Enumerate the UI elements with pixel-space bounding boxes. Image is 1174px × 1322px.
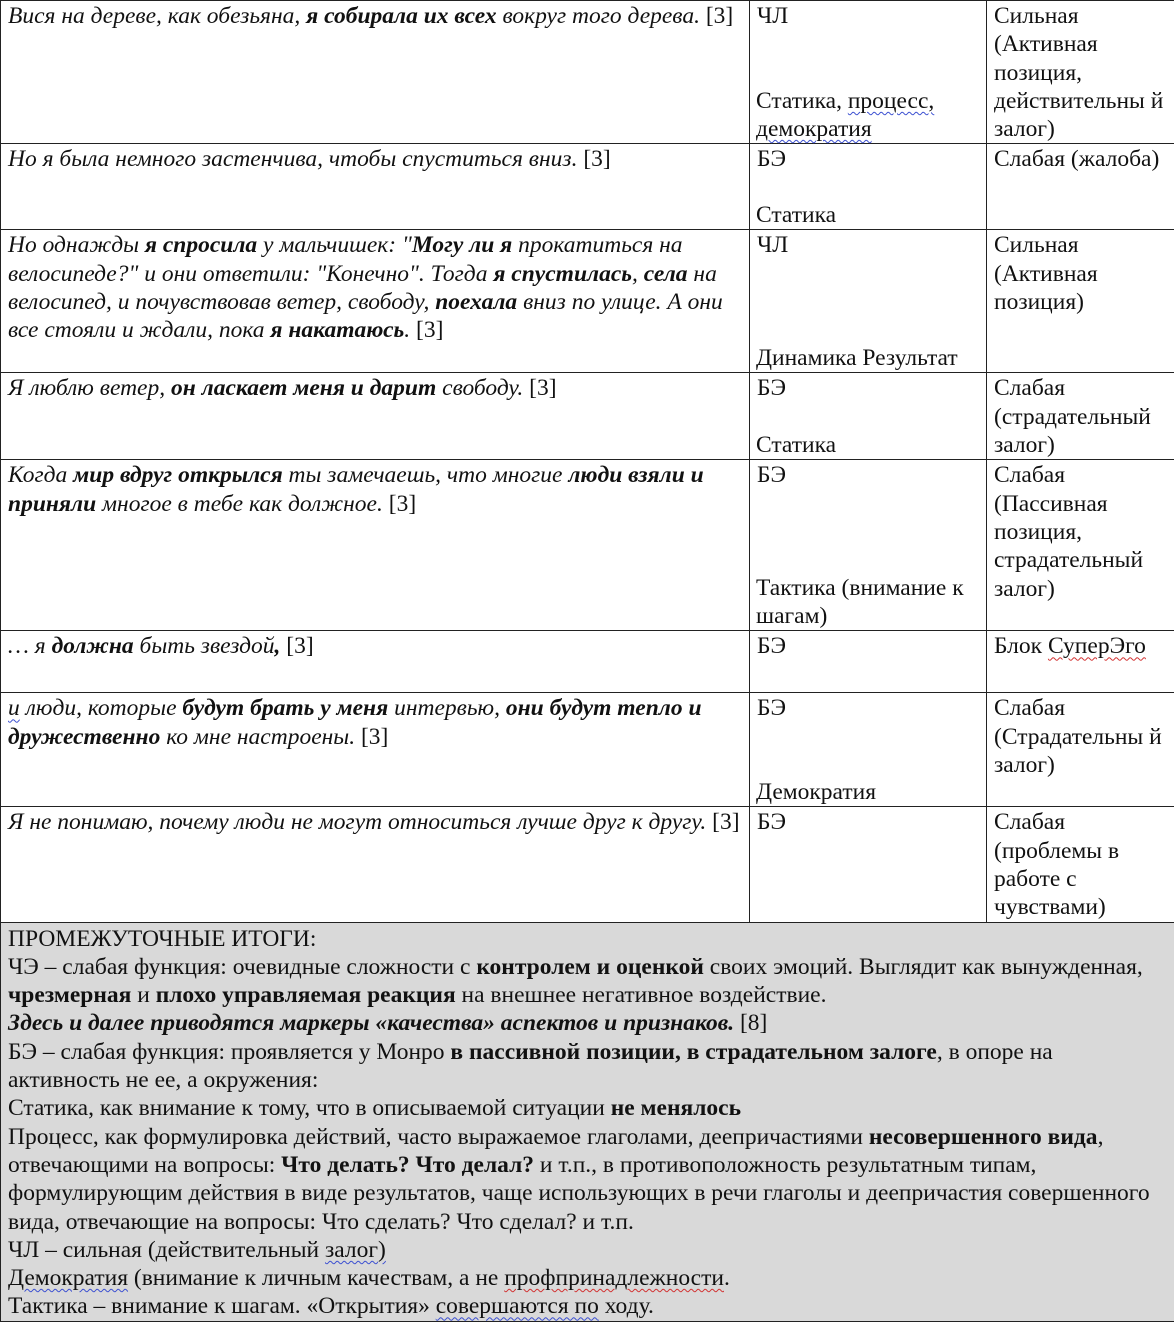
text-run: [3] bbox=[577, 146, 610, 172]
function-cell bbox=[750, 693, 987, 807]
text-run: многое в тебе как должное. bbox=[96, 491, 383, 517]
quote-cell bbox=[1, 693, 750, 807]
text-run: поехала bbox=[435, 289, 517, 315]
text-run: я собирала их всех bbox=[306, 3, 496, 29]
function-tag: БЭ bbox=[757, 694, 980, 722]
assessment-text: Слабая (жалоба) bbox=[994, 146, 1159, 172]
text-run: в пассивной позиции, в страдательном залоге bbox=[450, 1039, 936, 1065]
text-run: профпринадлежности bbox=[504, 1265, 724, 1291]
text-run: я накатаюсь bbox=[270, 317, 404, 343]
assessment-cell bbox=[987, 460, 1174, 631]
text-run: [3] bbox=[383, 491, 416, 517]
text-run: и bbox=[8, 695, 20, 721]
function-cell bbox=[750, 631, 987, 693]
quote-cell bbox=[1, 373, 750, 460]
text-run: и bbox=[131, 982, 155, 1008]
function-cell bbox=[750, 373, 987, 460]
summary-paragraph bbox=[8, 1094, 1168, 1122]
summary-paragraph bbox=[8, 1038, 1168, 1095]
function-cell bbox=[750, 807, 987, 922]
summary-paragraph bbox=[8, 1264, 1168, 1292]
text-run: прокатиться на велосипеде?" и они ответили: "Конечно". Тогда bbox=[8, 232, 683, 286]
assessment-text: Слабая (страдательный залог) bbox=[994, 375, 1151, 458]
text-run: люди взяли и приняли bbox=[8, 462, 704, 516]
text-run: процесс, демократия bbox=[756, 88, 934, 142]
text-run: люди, которые bbox=[20, 695, 183, 721]
text-run: Что делать? Что делал? bbox=[281, 1152, 534, 1178]
assessment-cell bbox=[987, 693, 1174, 807]
text-run: я спросила bbox=[145, 232, 257, 258]
function-cell bbox=[750, 230, 987, 373]
text-run: Демократия bbox=[756, 779, 876, 805]
table-row bbox=[1, 144, 1174, 230]
text-run: не менялось bbox=[611, 1095, 741, 1121]
text-run: БЭ – слабая функция: проявляется у Монро bbox=[8, 1039, 450, 1065]
function-tag: ЧЛ bbox=[757, 231, 980, 259]
function-cell bbox=[750, 144, 987, 230]
text-run: , отвечающими на вопросы: bbox=[8, 1124, 1103, 1178]
function-tag: БЭ bbox=[757, 808, 980, 836]
text-run: Демократия bbox=[8, 1265, 128, 1291]
text-run: ЧЛ – сильная (действительный bbox=[8, 1237, 325, 1263]
aspect-note bbox=[756, 778, 982, 806]
text-run: Тактика (внимание к шагам) bbox=[756, 575, 964, 629]
text-run: Статика bbox=[756, 202, 836, 228]
text-run: ЧЭ – слабая функция: очевидные сложности с bbox=[8, 954, 476, 980]
assessment-cell bbox=[987, 807, 1174, 922]
aspect-note bbox=[756, 344, 982, 372]
assessment-text: Слабая (Страдательны й залог) bbox=[994, 695, 1162, 778]
text-run: интервью, bbox=[388, 695, 506, 721]
text-run: ко мне настроены. bbox=[160, 724, 355, 750]
text-run: чрезмерная bbox=[8, 982, 131, 1008]
text-run: Динамика Результат bbox=[756, 345, 958, 371]
text-run: (внимание к личным качествам, а не bbox=[128, 1265, 504, 1291]
quote-cell bbox=[1, 230, 750, 373]
text-run: [3] bbox=[355, 724, 388, 750]
assessment-cell bbox=[987, 1, 1174, 144]
text-run: Могу ли я bbox=[412, 232, 512, 258]
assessment-text: Слабая (Пассивная позиция, страдательный залог) bbox=[994, 462, 1143, 601]
function-cell bbox=[750, 1, 987, 144]
text-run: Вися на дереве, как обезьяна, bbox=[8, 3, 306, 29]
text-run: . bbox=[724, 1265, 730, 1291]
text-run: Я люблю ветер, bbox=[8, 375, 171, 401]
assessment-cell bbox=[987, 144, 1174, 230]
function-tag: БЭ bbox=[757, 461, 980, 489]
text-run: [3] bbox=[700, 3, 733, 29]
text-run: у мальчишек: " bbox=[257, 232, 412, 258]
text-run: , в опоре на активность не ее, а окружения: bbox=[8, 1039, 1053, 1093]
text-run: Но однажды bbox=[8, 232, 145, 258]
table-body bbox=[1, 1, 1174, 1322]
function-tag: БЭ bbox=[757, 632, 980, 660]
text-run: будут брать у меня bbox=[182, 695, 388, 721]
text-run: села bbox=[644, 261, 688, 287]
aspect-note bbox=[756, 201, 982, 229]
table-row bbox=[1, 460, 1174, 631]
text-run: он ласкает меня и дарит bbox=[171, 375, 436, 401]
text-run: на велосипед, и почувствовав ветер, свободу, bbox=[8, 261, 717, 315]
text-run: Тактика – внимание к шагам. «Открытия» bbox=[8, 1293, 436, 1319]
summary-paragraph bbox=[8, 953, 1168, 1010]
quote-cell bbox=[1, 144, 750, 230]
table-row bbox=[1, 807, 1174, 922]
quote-cell bbox=[1, 631, 750, 693]
text-run: [3] bbox=[280, 633, 313, 659]
text-run: Статика bbox=[756, 432, 836, 458]
summary-paragraph bbox=[8, 1236, 1168, 1264]
quote-cell bbox=[1, 1, 750, 144]
assessment-cell bbox=[987, 631, 1174, 693]
text-run: несовершенного вида bbox=[869, 1124, 1098, 1150]
table-row bbox=[1, 373, 1174, 460]
text-run: , bbox=[275, 633, 281, 659]
summary-cell bbox=[1, 922, 1174, 1321]
assessment-cell bbox=[987, 230, 1174, 373]
text-run: ПРОМЕЖУТОЧНЫЕ ИТОГИ: bbox=[8, 926, 316, 952]
text-run: … я bbox=[8, 633, 52, 659]
text-run: Здесь и далее приводятся маркеры «качества» аспектов и признаков. bbox=[8, 1010, 734, 1036]
quote-cell bbox=[1, 460, 750, 631]
text-run: . bbox=[404, 317, 410, 343]
function-tag: БЭ bbox=[757, 145, 980, 173]
assessment-text: Сильная (Активная позиция, действительны й залог) bbox=[994, 3, 1163, 142]
text-run: Процесс, как формулировка действий, часто выражаемое глаголами, деепричастиями bbox=[8, 1124, 869, 1150]
text-run: совершаются по bbox=[436, 1293, 599, 1319]
text-run: [8] bbox=[734, 1010, 767, 1036]
text-run: должна bbox=[52, 633, 134, 659]
text-run: [3] bbox=[706, 809, 739, 835]
text-run: ты замечаешь, что многие bbox=[283, 462, 569, 488]
summary-paragraph bbox=[8, 1123, 1168, 1236]
aspect-note bbox=[756, 574, 982, 631]
summary-paragraph bbox=[8, 1292, 1168, 1320]
function-cell bbox=[750, 460, 987, 631]
text-run: быть звездой bbox=[134, 633, 275, 659]
text-run: [3] bbox=[523, 375, 556, 401]
summary-paragraph bbox=[8, 925, 1168, 953]
table-row bbox=[1, 1, 1174, 144]
summary-paragraph bbox=[8, 1009, 1168, 1037]
text-run: Статика, bbox=[756, 88, 848, 114]
function-tag: ЧЛ bbox=[757, 2, 980, 30]
text-run: на внешнее негативное воздействие. bbox=[456, 982, 827, 1008]
text-run: Статика, как внимание к тому, что в описываемой ситуации bbox=[8, 1095, 611, 1121]
assessment-text: Сильная (Активная позиция) bbox=[994, 232, 1098, 315]
assessment-text: Слабая (проблемы в работе с чувствами) bbox=[994, 809, 1119, 920]
text-run: и т.п., в противоположность результатным типам, формулирующим действия в виде результатов, чаще использующих в речи глаголы и деепричастия совершенного вида, отвечающие на вопросы: Что сделать? Что сделал? и т.п. bbox=[8, 1152, 1150, 1235]
function-tag: БЭ bbox=[757, 374, 980, 402]
table-row bbox=[1, 693, 1174, 807]
quote-cell bbox=[1, 807, 750, 922]
aspect-note bbox=[756, 431, 982, 459]
aspect-note bbox=[756, 87, 982, 144]
text-run: вниз по улице. А они все стояли и ждали, пока bbox=[8, 289, 723, 343]
text-run: Когда bbox=[8, 462, 73, 488]
text-run: я спустилась bbox=[493, 261, 632, 287]
table-row bbox=[1, 230, 1174, 373]
text-run: они будут тепло и дружественно bbox=[8, 695, 702, 749]
text-run: [3] bbox=[410, 317, 443, 343]
text-run: ходу. bbox=[599, 1293, 654, 1319]
text-run: Но я была немного застенчива, чтобы спуститься вниз. bbox=[8, 146, 577, 172]
assessment-cell bbox=[987, 373, 1174, 460]
text-run: СуперЭго bbox=[1048, 633, 1146, 659]
text-run: свободу. bbox=[436, 375, 523, 401]
text-run: мир вдруг открылся bbox=[73, 462, 283, 488]
text-run: Блок bbox=[994, 633, 1048, 659]
table-row bbox=[1, 631, 1174, 693]
text-run: плохо управляемая реакция bbox=[156, 982, 456, 1008]
summary-row bbox=[1, 922, 1174, 1321]
text-run: Я не понимаю, почему люди не могут относиться лучше друг к другу. bbox=[8, 809, 706, 835]
text-run: контролем и оценкой bbox=[476, 954, 704, 980]
text-run: , bbox=[632, 261, 644, 287]
text-run: своих эмоций. Выглядит как вынужденная, bbox=[704, 954, 1143, 980]
text-run: залог) bbox=[325, 1237, 386, 1263]
text-run: вокруг того дерева. bbox=[497, 3, 700, 29]
